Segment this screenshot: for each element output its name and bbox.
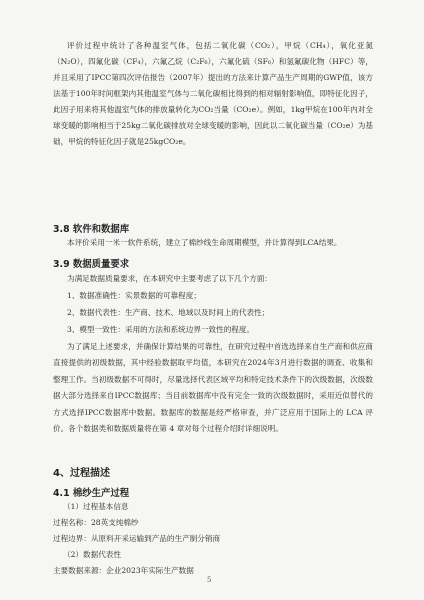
subheading-data-representativeness: （2）数据代表性	[63, 550, 121, 559]
quality-item-1: 1、数据准确性：实景数据的可靠程度；	[67, 291, 201, 300]
chapter-heading-4: 4、过程描述	[53, 468, 110, 479]
process-name: 过程名称：28英支纯棉纱	[53, 518, 139, 527]
section-3-9-closing: 为了满足上述要求，并确保计算结果的可靠性，在研究过程中首选选择来自生产商和供应商直接提供的初级数据，其中经验数据取平均值，本研究在2024年3月进行数据的调查、收集和整理工作。当初级数据不可得时，尽量选择代表区域平均和特定技术条件下的次级数据，次级数据大部分选择来自IPCC数据库；当目前数据库中没有完全一致的次级数据时，采用近似替代的方式选择IPCC数据库中数据。数据库的数据是经严格审查，并广泛应用于国际上的 LCA 评价。各个数据类和数据质量将在第 4 章对每个过程介绍时详细说明。	[53, 342, 373, 434]
section-3-9-intro: 为满足数据质量要求，在本研究中主要考虑了以下几个方面：	[67, 274, 273, 283]
page-number: 5	[207, 576, 212, 584]
data-source: 主要数据来源：企业2023年实际生产数据	[53, 566, 194, 575]
quality-item-2: 2、数据代表性：生产商、技术、地域以及时间上的代表性；	[67, 308, 270, 317]
subheading-process-info: （1）过程基本信息	[63, 502, 129, 511]
quality-item-3: 3、模型一致性：采用的方法和系统边界一致性的程度。	[67, 325, 255, 334]
section-heading-3-8: 3.8 软件和数据库	[53, 224, 130, 235]
section-heading-3-9: 3.9 数据质量要求	[53, 259, 130, 270]
process-boundary: 过程边界：从原料开采运输到产品的生产制分销商	[53, 534, 221, 543]
section-heading-4-1: 4.1 棉纱生产过程	[53, 488, 130, 499]
section-3-8-text: 本评价采用一米一软件系统，建立了棉纱线生命周期模型，并计算得到LCA结果。	[67, 238, 342, 247]
intro-paragraph: 评价过程中统计了各种温室气体，包括二氧化碳（CO₂），甲烷（CH₄），氧化亚氮（N₂O），四氟化碳（CF₄），六氟乙烷（C₂F₆），六氟化硫（SF₆）和氢氟碳化物（HFC）等，并且采用了IPCC第四次评估报告（2007年）提出的方法来计算产品生产周期的GWP值，该方法基于100年时间框架内其他温室气体与二氧化碳相比得到的相对辐射影响值，即特征化因子，此因子用来将其他温室气体的排放量转化为CO₂当量（CO₂e）。例如，1kg甲烷在100年内对全球变暖的影响相当于25kg二氧化碳排放对全球变暖的影响，因此以二氧化碳当量（CO₂e）为基础，甲烷的特征化因子就是25kgCO₂e。	[53, 41, 373, 146]
